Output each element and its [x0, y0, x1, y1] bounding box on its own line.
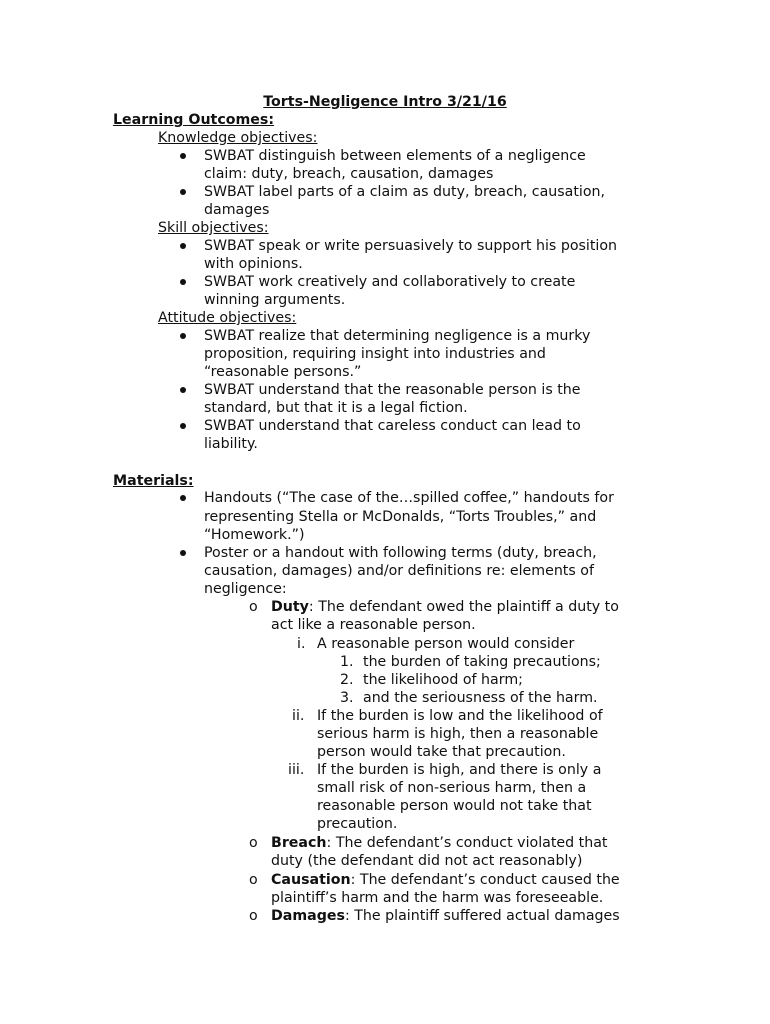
- damages-term: Damages: [271, 908, 345, 924]
- duty-roman-2-line-3: person would take that precaution.: [317, 744, 566, 760]
- sub-bullet-marker: o: [249, 908, 258, 924]
- breach-definition: : The defendant’s conduct violated that: [326, 835, 608, 851]
- bullet-icon: [180, 189, 186, 195]
- skill-item-2-line-2: winning arguments.: [204, 292, 346, 308]
- skill-objectives-label: Skill objectives:: [158, 220, 269, 236]
- knowledge-item-2-line-2: damages: [204, 202, 270, 218]
- damages-definition: : The plaintiff suffered actual damages: [344, 908, 620, 924]
- knowledge-item-1-line-2: claim: duty, breach, causation, damages: [204, 166, 494, 182]
- bullet-icon: [180, 153, 186, 159]
- number-marker: 1.: [340, 654, 354, 670]
- breach-term: Breach: [271, 835, 327, 851]
- knowledge-item-2-line-1: SWBAT label parts of a claim as duty, breach, causation,: [204, 184, 606, 200]
- attitude-item-1-line-2: proposition, requiring insight into industries and: [204, 346, 546, 362]
- attitude-item-2-line-2: standard, but that it is a legal fiction.: [204, 400, 468, 416]
- duty-roman-1-line-1: A reasonable person would consider: [317, 636, 575, 652]
- bullet-icon: [180, 550, 186, 556]
- bullet-icon: [180, 495, 186, 501]
- materials-heading: Materials:: [113, 473, 194, 489]
- materials-item-2-line-1: Poster or a handout with following terms (duty, breach,: [204, 545, 597, 561]
- skill-item-2-line-1: SWBAT work creatively and collaboratively to create: [204, 274, 576, 290]
- duty-line-1: [271, 598, 619, 616]
- bullet-icon: [180, 387, 186, 393]
- attitude-item-1-line-1: SWBAT realize that determining negligence is a murky: [204, 328, 591, 344]
- duty-factor-2: the likelihood of harm;: [363, 672, 523, 688]
- number-marker: 3.: [340, 690, 354, 706]
- bullet-icon: [180, 243, 186, 249]
- roman-marker: ii.: [292, 708, 305, 724]
- roman-marker: i.: [297, 636, 306, 652]
- duty-term: Duty: [271, 599, 309, 615]
- duty-factor-3: and the seriousness of the harm.: [363, 690, 598, 706]
- attitude-item-2-line-1: SWBAT understand that the reasonable person is the: [204, 382, 581, 398]
- bullet-icon: [180, 423, 186, 429]
- duty-roman-3-line-3: reasonable person would not take that: [317, 798, 592, 814]
- attitude-item-3-line-2: liability.: [204, 436, 258, 452]
- duty-line-2: act like a reasonable person.: [271, 617, 476, 633]
- breach-line-2: duty (the defendant did not act reasonably): [271, 853, 583, 869]
- attitude-item-3-line-1: SWBAT understand that careless conduct can lead to: [204, 418, 581, 434]
- causation-definition: : The defendant’s conduct caused the: [350, 872, 620, 888]
- attitude-objectives-label: Attitude objectives:: [158, 310, 297, 326]
- roman-marker: iii.: [288, 762, 305, 778]
- materials-item-1-line-2: representing Stella or McDonalds, “Torts Troubles,” and: [204, 509, 597, 525]
- sub-bullet-marker: o: [249, 835, 258, 851]
- page-title: Torts-Negligence Intro 3/21/16: [263, 94, 507, 110]
- skill-item-1-line-2: with opinions.: [204, 256, 303, 272]
- sub-bullet-marker: o: [249, 599, 258, 615]
- number-marker: 2.: [340, 672, 354, 688]
- duty-roman-3-line-2: small risk of non-serious harm, then a: [317, 780, 587, 796]
- breach-line-1: [271, 834, 607, 852]
- causation-term: Causation: [271, 872, 351, 888]
- knowledge-item-1-line-1: SWBAT distinguish between elements of a negligence: [204, 148, 586, 164]
- bullet-icon: [180, 333, 186, 339]
- learning-outcomes-heading: Learning Outcomes:: [113, 112, 275, 128]
- duty-roman-2-line-1: If the burden is low and the likelihood of: [317, 708, 603, 724]
- damages-line-1: [271, 907, 620, 925]
- duty-roman-3-line-4: precaution.: [317, 816, 398, 832]
- bullet-icon: [180, 279, 186, 285]
- knowledge-objectives-label: Knowledge objectives:: [158, 130, 318, 146]
- skill-item-1-line-1: SWBAT speak or write persuasively to support his position: [204, 238, 618, 254]
- causation-line-1: [271, 871, 620, 889]
- duty-factor-1: the burden of taking precautions;: [363, 654, 601, 670]
- duty-definition: : The defendant owed the plaintiff a duty to: [308, 599, 619, 615]
- materials-item-1-line-3: “Homework.”): [204, 527, 305, 543]
- duty-roman-2-line-2: serious harm is high, then a reasonable: [317, 726, 599, 742]
- duty-roman-3-line-1: If the burden is high, and there is only a: [317, 762, 602, 778]
- causation-line-2: plaintiff’s harm and the harm was foreseeable.: [271, 890, 604, 906]
- sub-bullet-marker: o: [249, 872, 258, 888]
- attitude-item-1-line-3: “reasonable persons.”: [204, 364, 362, 380]
- materials-item-1-line-1: Handouts (“The case of the…spilled coffee,” handouts for: [204, 490, 614, 506]
- materials-item-2-line-2: causation, damages) and/or definitions re: elements of: [204, 563, 594, 579]
- materials-item-2-line-3: negligence:: [204, 581, 287, 597]
